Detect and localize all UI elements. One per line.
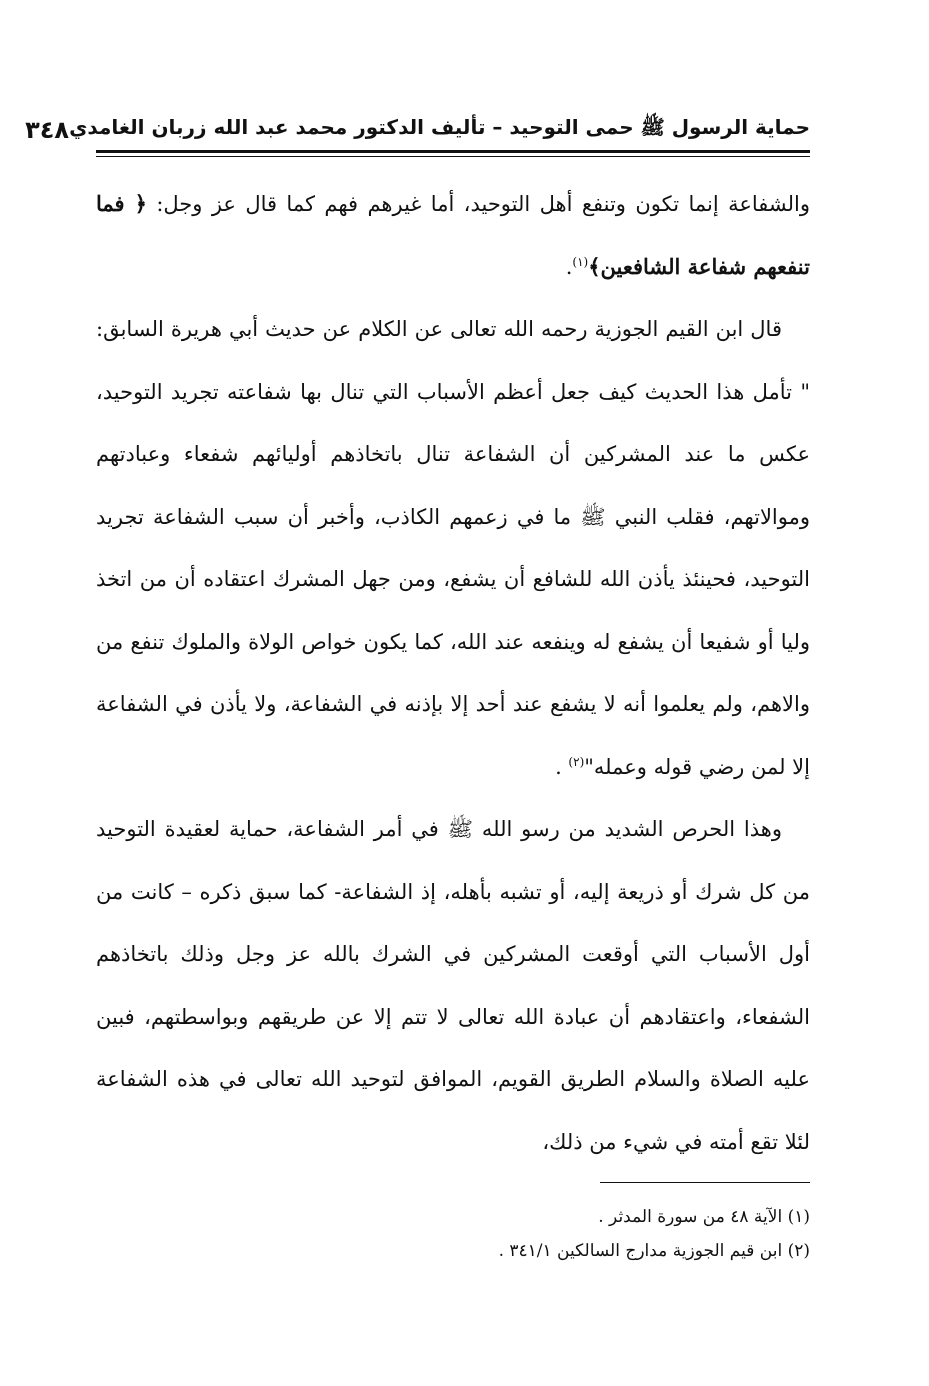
header-rule-thick xyxy=(96,150,810,153)
footnote-ref-1: (١) xyxy=(572,254,589,269)
paragraph-3 xyxy=(96,798,810,1173)
book-page xyxy=(25,96,810,1356)
footnote-2: (٢) ابن قيم الجوزية مدارج السالكين ٣٤١/١ . xyxy=(498,1241,810,1261)
paragraph-2-text: قال ابن القيم الجوزية رحمه الله تعالى عن الكلام عن حديث أبي هريرة السابق: " تأمل هذا الحديث كيف جعل أعظم الأسباب التي تنال بها شفاعته تجريد التوحيد، عكس ما عند المشركين أن الشفاعة تنال باتخاذهم أوليائهم شفعاء وعبادتهم وموالاتهم، فقلب النبي ﷺ ما في زعمهم الكاذب، وأخبر أن سبب الشفاعة تجريد التوحيد، فحينئذ يأذن الله للشافع أن يشفع، ومن جهل المشرك اعتقاده أن من اتخذ وليا أو شفيعا أن يشفع له وينفعه عند الله، كما يكون خواص الولاة والملوك تنفع من والاهم، ولم يعلموا أنه لا يشفع عند أحد إلا بإذنه في الشفاعة، ولا يأذن في الشفاعة إلا لمن رضي قوله وعمله" xyxy=(96,317,810,779)
page-header xyxy=(25,96,810,144)
paragraph-1-end: . xyxy=(565,254,573,279)
paragraph-2-end: . xyxy=(555,754,569,779)
footnote-1: (١) الآية ٤٨ من سورة المدثر . xyxy=(598,1207,810,1227)
paragraph-3-text: وهذا الحرص الشديد من رسو الله ﷺ في أمر الشفاعة، حماية لعقيدة التوحيد من كل شرك أو ذريعة إليه، أو تشبه بأهله، إذ الشفاعة- كما سبق ذكره – كانت من أول الأسباب التي أوقعت المشركين في الشرك بالله عز وجل وذلك باتخاذهم الشفعاء، واعتقادهم أن عبادة الله تعالى لا تتم إلا عن طريقهم وبواسطتهم، فبين عليه الصلاة والسلام الطريق القويم، الموافق لتوحيد الله تعالى في هذه الشفاعة لئلا تقع أمته في شيء من ذلك، xyxy=(96,817,810,1154)
quran-quote: ﴿ فما تنفعهم شفاعة الشافعين﴾ xyxy=(96,191,810,279)
footnotes xyxy=(96,1200,810,1268)
footnote-ref-2: (٢) xyxy=(568,754,585,769)
running-title: حماية الرسول ﷺ حمى التوحيد – تأليف الدكتور محمد عبد الله زربان الغامدي xyxy=(69,115,810,139)
page-number: ٣٤٨ xyxy=(25,116,70,144)
paragraph-1-text: والشفاعة إنما تكون وتنفع أهل التوحيد، أما غيرهم فهم كما قال عز وجل: xyxy=(156,192,810,216)
body-text xyxy=(96,173,810,1173)
paragraph-2 xyxy=(96,298,810,798)
footnote-divider xyxy=(600,1182,810,1183)
header-rule-thin xyxy=(96,156,810,157)
paragraph-1 xyxy=(96,173,810,298)
